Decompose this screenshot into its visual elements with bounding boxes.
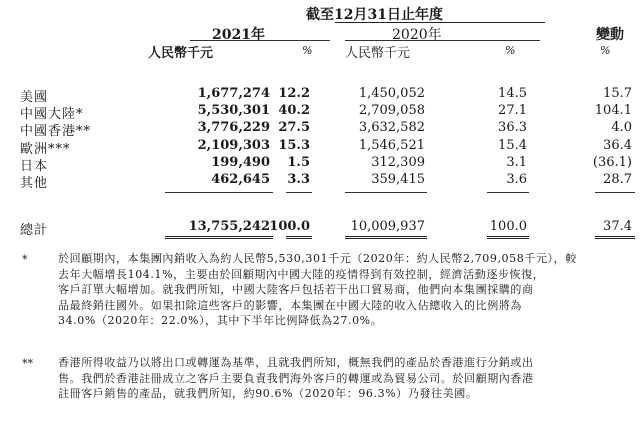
region-label: 美國: [20, 90, 49, 105]
region-label: 中國大陸*: [20, 107, 84, 122]
amount-2021: 2,109,303: [197, 138, 270, 153]
change-value: (36.1): [592, 155, 632, 170]
year-2020-underline: [345, 40, 540, 41]
pct-2021: 3.3: [287, 172, 310, 187]
subtotal-rule-2020-amount: [345, 192, 427, 193]
pct-2021: 12.2: [278, 86, 310, 101]
total-rule-2021-amount: [165, 236, 273, 239]
pct-2020: 15.4: [498, 138, 527, 153]
total-rule-2020-amount: [345, 236, 427, 239]
change-value: 4.0: [611, 120, 632, 135]
year-2021-underline: [190, 40, 330, 41]
pct-2020: 14.5: [498, 86, 527, 101]
total-label: 總計: [20, 223, 49, 238]
total-rule-change: [595, 236, 635, 239]
pct-2020: 3.6: [506, 172, 527, 187]
footnote-marker: **: [22, 357, 33, 370]
pct-change-label: %: [600, 44, 611, 57]
change-value: 36.4: [603, 138, 632, 153]
footnote-line: 香港所得收益乃以將出口或轉運為基準，且就我們所知，概無我們的產品於香港進行分銷或出: [58, 356, 534, 369]
amount-2021: 1,677,274: [197, 86, 270, 101]
amount-2021: 3,776,229: [197, 120, 270, 135]
pct-2021: 1.5: [287, 155, 310, 170]
region-label: 其他: [20, 176, 49, 191]
footnote-line: 品最終銷往國外。如果扣除這些客戶的影響，本集團在中國大陸的收入佔總收入的比例將為: [58, 298, 522, 312]
total-pct-2020: 100.0: [489, 219, 527, 234]
region-label: 歐洲***: [20, 142, 71, 157]
subtotal-rule-2021-pct: [286, 192, 312, 193]
footnote-line: 於回顧期內，本集團內銷收入為約人民幣5,530,301千元（2020年：約人民幣2,709,058千元），較: [58, 252, 577, 265]
amount-2020: 1,450,052: [358, 86, 425, 101]
period-underline: [335, 22, 545, 23]
footnote-line: 售。我們於香港註冊成立之客戶主要負責我們海外客戶的轉運或為貿易公司。於回顧期內香港: [58, 371, 534, 385]
pct-2021: 15.3: [278, 138, 310, 153]
footnote-line: 去年大幅增長104.1%，主要由於回顧期內中國大陸的疫情得到有效控制，經濟活動逐步恢復，: [58, 267, 545, 281]
pct-2020: 3.1: [506, 155, 527, 170]
amount-2021: 199,490: [211, 155, 270, 170]
amount-2020: 3,632,582: [358, 120, 425, 135]
unit-2020-label: 人民幣千元: [345, 46, 411, 61]
change-value: 15.7: [603, 86, 632, 101]
subtotal-rule-2021-amount: [165, 192, 273, 193]
pct-2020-label: %: [505, 44, 516, 57]
amount-2021: 5,530,301: [197, 103, 270, 118]
total-rule-2020-pct: [487, 236, 529, 239]
table-row: [0, 172, 640, 191]
subtotal-rule-change: [595, 192, 635, 193]
footnote-line: 客戶訂單大幅增加。就我們所知，中國大陸客戶包括若干出口貿易商，他們向本集團採購的商: [58, 283, 534, 296]
footnote-line: 34.0%（2020年：22.0%），其中下半年比例降低為27.0%。: [58, 314, 383, 327]
total-pct-2021: 100.0: [269, 219, 310, 234]
pct-2021-label: %: [302, 44, 313, 57]
footnote-marker: *: [22, 253, 28, 266]
amount-2020: 359,415: [371, 172, 425, 187]
table-row: [0, 155, 640, 174]
year-2020-label: 2020年: [392, 27, 442, 43]
pct-2020: 36.3: [498, 120, 527, 135]
pct-2021: 40.2: [278, 103, 310, 118]
amount-2020: 1,546,521: [358, 138, 425, 153]
total-amount-2020: 10,009,937: [350, 219, 425, 234]
table-row: [0, 120, 640, 139]
total-amount-2021: 13,755,242: [188, 219, 270, 234]
amount-2021: 462,645: [211, 172, 270, 187]
footnote-line: 註冊客戶銷售的產品，就我們所知，約90.6%（2020年：96.3%）乃發往美國。: [58, 387, 478, 400]
change-value: 104.1: [594, 103, 632, 118]
footnote-text: [58, 251, 636, 329]
period-title: 截至12月31日止年度: [306, 7, 443, 23]
amount-2020: 2,709,058: [358, 103, 425, 118]
pct-2021: 27.5: [278, 120, 310, 135]
year-2021-label: 2021年: [212, 27, 265, 43]
subtotal-rule-2020-pct: [487, 192, 529, 193]
total-change: 37.4: [603, 219, 632, 234]
total-rule-2021-pct: [286, 236, 312, 239]
footnote-text: [58, 355, 636, 402]
table-row: [0, 86, 640, 105]
table-row: [0, 103, 640, 122]
change-label: 變動: [596, 27, 624, 43]
unit-2021-label: 人民幣千元: [148, 46, 214, 61]
total-row: [0, 219, 640, 238]
table-row: [0, 138, 640, 157]
change-value: 28.7: [603, 172, 632, 187]
region-label: 日本: [20, 159, 49, 174]
pct-2020: 27.1: [498, 103, 527, 118]
region-label: 中國香港**: [20, 124, 92, 139]
amount-2020: 312,309: [371, 155, 425, 170]
